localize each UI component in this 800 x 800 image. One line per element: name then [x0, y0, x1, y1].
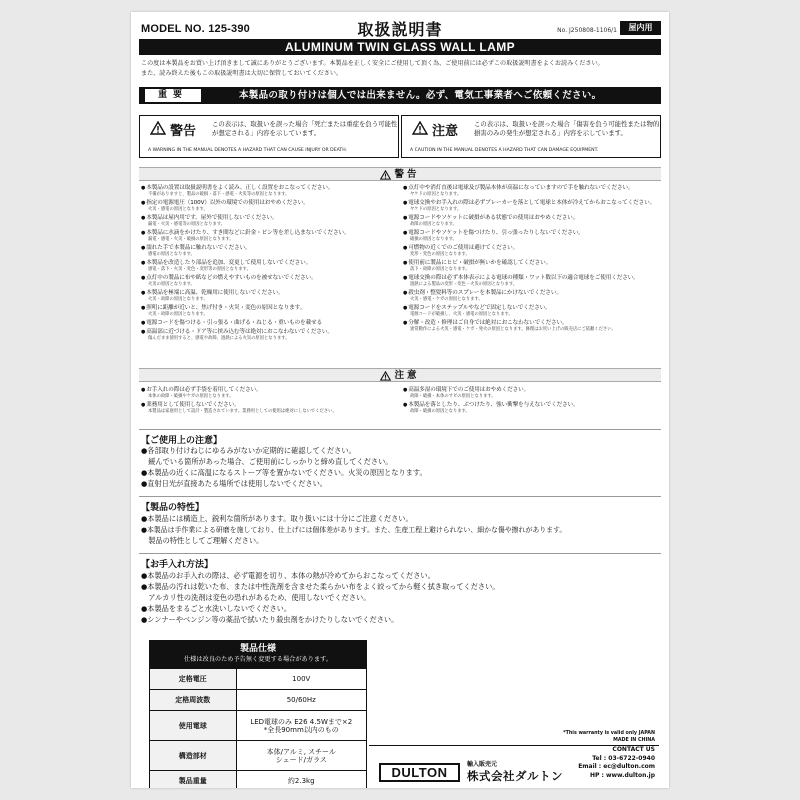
important-message: 本製品の取り付けは個人では出来ません。必ず、電気工事業者へご依頼ください。 [239, 90, 602, 101]
item-sub-text: ヤケドの原因となります。 [410, 192, 462, 197]
warning-triangle-icon [380, 170, 391, 180]
model-number: MODEL NO. 125-390 [141, 23, 250, 35]
spec-row [150, 711, 366, 741]
care-line: ●本製品のお手入れの際は、必ず電源を切り、本体の熱が冷めてからおこなってください。 [141, 571, 435, 580]
item-sub-text: 火災・感電・ケガの原因となります。 [410, 297, 483, 302]
care-line: ●本製品の汚れは乾いた布、または中性洗剤を含ませた柔らかい布をよく絞ってから軽く拭き取ってください。 [141, 582, 500, 591]
item-main-text: ● 電源コードやソケットを傷つけたり、引っ張ったりしないでください。 [403, 230, 655, 237]
caution-english: A CAUTION IN THE MANUAL DENOTES A HAZARD THAT CAN DAMAGE EQUIPMENT. [410, 148, 599, 153]
item-sub-text: 故障・破損・本体のサビの原因となります。 [410, 394, 496, 399]
item-main-text: ● 殺虫剤・整髪料等のスプレーを本製品にかけないでください。 [403, 290, 655, 297]
item-sub-text: 漏電・感電・火災・破損の原因となります。 [148, 237, 234, 242]
item-main-text: ● 可燃物の近くでのご使用は避けてください。 [403, 245, 655, 252]
item-sub-text: 漏電・火災・感電等の原因となります。 [148, 222, 225, 227]
spec-value-note: *全長90mm以内のもの [263, 725, 339, 734]
list-item [403, 230, 655, 243]
list-item [403, 185, 655, 198]
item-sub-text: 感電・落下・火災・変色・変形等の原因となります。 [148, 267, 251, 272]
warning-description: この表示は、取扱いを誤った場合「死亡または重症を負う可能性が想定される」内容を示しています。 [212, 120, 398, 137]
care-line: ●本製品をまるごと水洗いしないでください。 [141, 604, 292, 613]
contact-hp: HP : www.dulton.jp [589, 771, 655, 779]
spec-label: 使用電球 [150, 711, 236, 741]
spec-value: 50/60Hz [236, 690, 366, 711]
indoor-use-badge: 屋内用 [620, 21, 661, 35]
usage-note-line: ●本製品の近くに高温になるストーブ等を置かないでください。火災の原因となります。 [141, 468, 427, 477]
contact-email: Email : ec@dulton.com [578, 763, 655, 770]
list-item [403, 200, 655, 213]
spec-header [150, 641, 366, 668]
spec-row [150, 771, 366, 789]
item-main-text: ● 点灯中や消灯直後は電球及び製品本体が高温になっていますので手を触れないでください。 [403, 185, 655, 192]
divider [139, 429, 661, 430]
spec-value: 約2.3kg [236, 771, 366, 789]
caution-section-title: 注意 [394, 370, 420, 381]
item-sub-text: 感電の原因となります。 [148, 252, 195, 257]
list-item [141, 230, 393, 243]
importer-label: 輸入販売元 [467, 761, 498, 768]
item-main-text: ● 本製品を極端に高温、乾燥用に使用しないでください。 [141, 290, 393, 297]
item-main-text: ● 電球交換の際は必ず本体表示による電球の種類・ワット数以下の適合電球をご使用ください。 [403, 275, 655, 282]
made-in-text: MADE IN CHINA [613, 738, 655, 743]
list-item [403, 260, 655, 273]
list-item [141, 290, 393, 303]
item-main-text: ● 指定の電源電圧（100V）以外の環境での使用はおやめください。 [141, 200, 393, 207]
usage-note-line: ●直射日光が直接あたる場所では使用しないでください。 [141, 479, 327, 488]
warning-section-header [139, 167, 661, 181]
item-sub-text: 故障の原因となります。 [410, 222, 457, 227]
caution-section-header [139, 368, 661, 382]
item-main-text: ● 電源コードやソケットに破損がある状態での使用はおやめください。 [403, 215, 655, 222]
spec-row [150, 669, 366, 690]
item-main-text: ● 本製品を改造したり部品を追加、変更して使用しないでください。 [141, 260, 393, 267]
spec-value: 本体/アルミ, スチール [266, 747, 336, 756]
item-sub-text: 不備がありますと、製品の破損・落下・感電・火災等の原因となります。 [148, 192, 290, 197]
spec-row [150, 690, 366, 711]
item-main-text: ● 電源コードをステップルやなどで固定しないでください。 [403, 305, 655, 312]
warning-label: 警告 [170, 124, 197, 139]
item-main-text: ● 照明に距離が近いと、焦げ付き・火災・変色の原因となります。 [141, 305, 393, 312]
item-sub-text: 異常動作による火災・感電・ケガ・発火の原因となります。修理はお買い上げの販売店にご依頼ください。 [410, 327, 616, 332]
warranty-text: *This warranty is valid only JAPAN [563, 731, 655, 736]
item-sub-text: ヤケドの原因となります。 [410, 207, 462, 212]
spec-table [149, 640, 367, 788]
list-item [403, 402, 655, 415]
warning-column-right [403, 185, 655, 335]
item-sub-text: 火災・故障の原因となります。 [148, 297, 208, 302]
item-sub-text: 本体の故障・破損やケガの原因となります。 [148, 394, 234, 399]
caution-column-left [141, 387, 393, 417]
item-main-text: ● 電源コードを傷つける・引っ張る・曲げる・ねじる・重いものを載せる [141, 320, 393, 327]
care-title: 【お手入れ方法】 [141, 560, 214, 570]
item-sub-text: 火災・感電の原因となります。 [148, 207, 208, 212]
characteristics-line: 製品の特性としてご理解ください。 [141, 536, 264, 545]
list-item [403, 215, 655, 228]
list-item [403, 275, 655, 288]
list-item [141, 305, 393, 318]
warning-definition-box [139, 115, 399, 158]
item-main-text: ● 点灯中の製品に布や紙などの燃えやすいものを被せないでください。 [141, 275, 393, 282]
item-main-text: ● 本製品を落としたり、ぶつけたり、強い衝撃を与えないでください。 [403, 402, 655, 409]
spec-title: 製品仕様 [239, 644, 276, 654]
intro-line-1: この度は本製品をお買い上げ頂きまして誠にありがとうございます。本製品を正しく安全にご使用して頂く為、ご使用前には必ずこの取扱説明書をよくお読みください。 [141, 60, 604, 67]
item-main-text: ● 濡れた手で本製品に触れないでください。 [141, 245, 393, 252]
document-title: 取扱説明書 [357, 20, 443, 39]
list-item [141, 245, 393, 258]
intro-line-2: また、読み終えた後もこの取扱説明書は大切に保管しておいてください。 [141, 70, 343, 77]
list-item [141, 200, 393, 213]
important-tag: 重要 [145, 89, 201, 102]
item-main-text: ● 業務用として使用しないでください。 [141, 402, 393, 409]
characteristics-title: 【製品の特性】 [141, 503, 205, 513]
item-sub-text: 過熱による製品の変形・変色・火災の原因となります。 [410, 282, 518, 287]
divider [139, 553, 661, 554]
item-main-text: ● 分解・改造・修理はご自身では絶対におこなわないでください。 [403, 320, 655, 327]
list-item [141, 275, 393, 288]
item-sub-text: 落下・故障の原因となります。 [410, 267, 470, 272]
item-sub-text: 火災の原因となります。 [148, 282, 195, 287]
spec-value: LED電球のみ E26 4.5Wまで×2 [250, 717, 353, 726]
item-main-text: ● 本製品に水滴をかけたり、すき間などに針金・ピン等を差し込まないでください。 [141, 230, 393, 237]
list-item [141, 215, 393, 228]
list-item [403, 290, 655, 303]
item-main-text: ● お手入れの際は必ず手袋を着用してください。 [141, 387, 393, 394]
warning-section-title: 警告 [394, 169, 420, 180]
warning-english: A WARNING IN THE MANUAL DENOTES A HAZARD THAT CAN CAUSE INJURY OR DEATH. [148, 148, 348, 153]
list-item [403, 245, 655, 258]
warning-column-left [141, 185, 393, 344]
usage-notes-title: 【ご使用上の注意】 [141, 436, 223, 446]
list-item [141, 329, 393, 342]
dulton-logo: DULTON [379, 763, 460, 782]
care-line: ●シンナーやベンジン等の薬品で拭いたり殺虫剤をかけたりしないでください。 [141, 615, 399, 624]
item-main-text: ● 本製品は屋内用です。屋外で使用しないでください。 [141, 215, 393, 222]
important-banner [139, 87, 661, 104]
spec-note: 仕様は改良のため予告無く変更する場合があります。 [183, 656, 332, 663]
item-main-text: ● 本製品の設置は取扱説明書をよく読み、正しく設置をおこなってください。 [141, 185, 393, 192]
item-main-text: ● 電球交換やお手入れの際は必ずブレーカーを落として電球と本体が冷えてからおこなってください。 [403, 200, 655, 207]
list-item [141, 260, 393, 273]
caution-triangle-icon [380, 371, 391, 381]
caution-definition-box [401, 115, 661, 158]
document-number: No. J250808-1106/1 [557, 27, 617, 34]
company-name: 株式会社ダルトン [467, 769, 563, 783]
caution-triangle-icon [412, 121, 428, 135]
warranty-note [529, 730, 655, 744]
spec-value-note: シェード/ガラス [275, 755, 327, 764]
item-sub-text: 電源コードが破損し、火災・感電の原因となります。 [410, 312, 513, 317]
instruction-sheet [131, 12, 669, 788]
item-main-text: ● 高温部に近づける・ドア等に挟み込む等は絶対におこなわないでください。 [141, 329, 393, 336]
characteristics-line: ●本製品には構造上、鋭利な箇所があります。取り扱いには十分にご注意ください。 [141, 514, 413, 523]
contact-label: CONTACT US [612, 746, 655, 753]
care-line: アルカリ性の洗剤は変色の恐れがあるため、使用しないでください。 [141, 593, 371, 602]
spec-row [150, 741, 366, 771]
item-sub-text: 本製品は家庭用として設計・製造されています。業務用としての使用は絶対にしないでください。 [148, 409, 337, 414]
divider [139, 496, 661, 497]
item-sub-text: 故障・破損の原因となります。 [410, 409, 470, 414]
spec-value: 100V [236, 669, 366, 690]
caution-column-right [403, 387, 655, 417]
list-item [141, 320, 393, 327]
list-item [141, 402, 393, 415]
caution-label: 注意 [432, 124, 459, 139]
spec-label: 構造部材 [150, 741, 236, 771]
spec-label: 定格周波数 [150, 690, 236, 711]
characteristics-line: ●本製品は手作業による研磨を施しており、仕上げには個体差があります。また、生産工程上避けられない、細かな傷や擦れがあります。 [141, 526, 567, 534]
list-item [141, 185, 393, 198]
list-item [403, 305, 655, 318]
caution-description: この表示は、取扱いを誤った場合「傷害を負う可能性または物的損害のみの発生が想定される」内容を示しています。 [474, 120, 660, 137]
product-name-bar: ALUMINUM TWIN GLASS WALL LAMP [139, 39, 661, 55]
item-sub-text: 火災・故障の原因となります。 [148, 312, 208, 317]
item-sub-text: 傷んだまま使用すると、感電や故障、過熱による火災の原因となります。 [148, 336, 290, 341]
warning-triangle-icon [150, 121, 166, 135]
list-item [403, 320, 655, 333]
item-main-text: ● 高温多湿の環境下でのご使用はおやめください。 [403, 387, 655, 394]
item-sub-text: 変形・変色の原因となります。 [410, 252, 470, 257]
spec-label: 定格電圧 [150, 669, 236, 690]
item-sub-text: 破損の原因となります。 [410, 237, 457, 242]
list-item [141, 387, 393, 400]
contact-tel: Tel : 03-6722-0940 [592, 754, 655, 762]
item-main-text: ● 使用前に製品にヒビ・破損が無いかを確認してください。 [403, 260, 655, 267]
spec-label: 製品重量 [150, 771, 236, 789]
usage-note-line: 緩んでいる箇所があった場合、ご使用前にしっかりと締め直してください。 [141, 457, 393, 466]
usage-note-line: ●各部取り付けねじにゆるみがないか定期的に確認してください。 [141, 446, 356, 455]
list-item [403, 387, 655, 400]
